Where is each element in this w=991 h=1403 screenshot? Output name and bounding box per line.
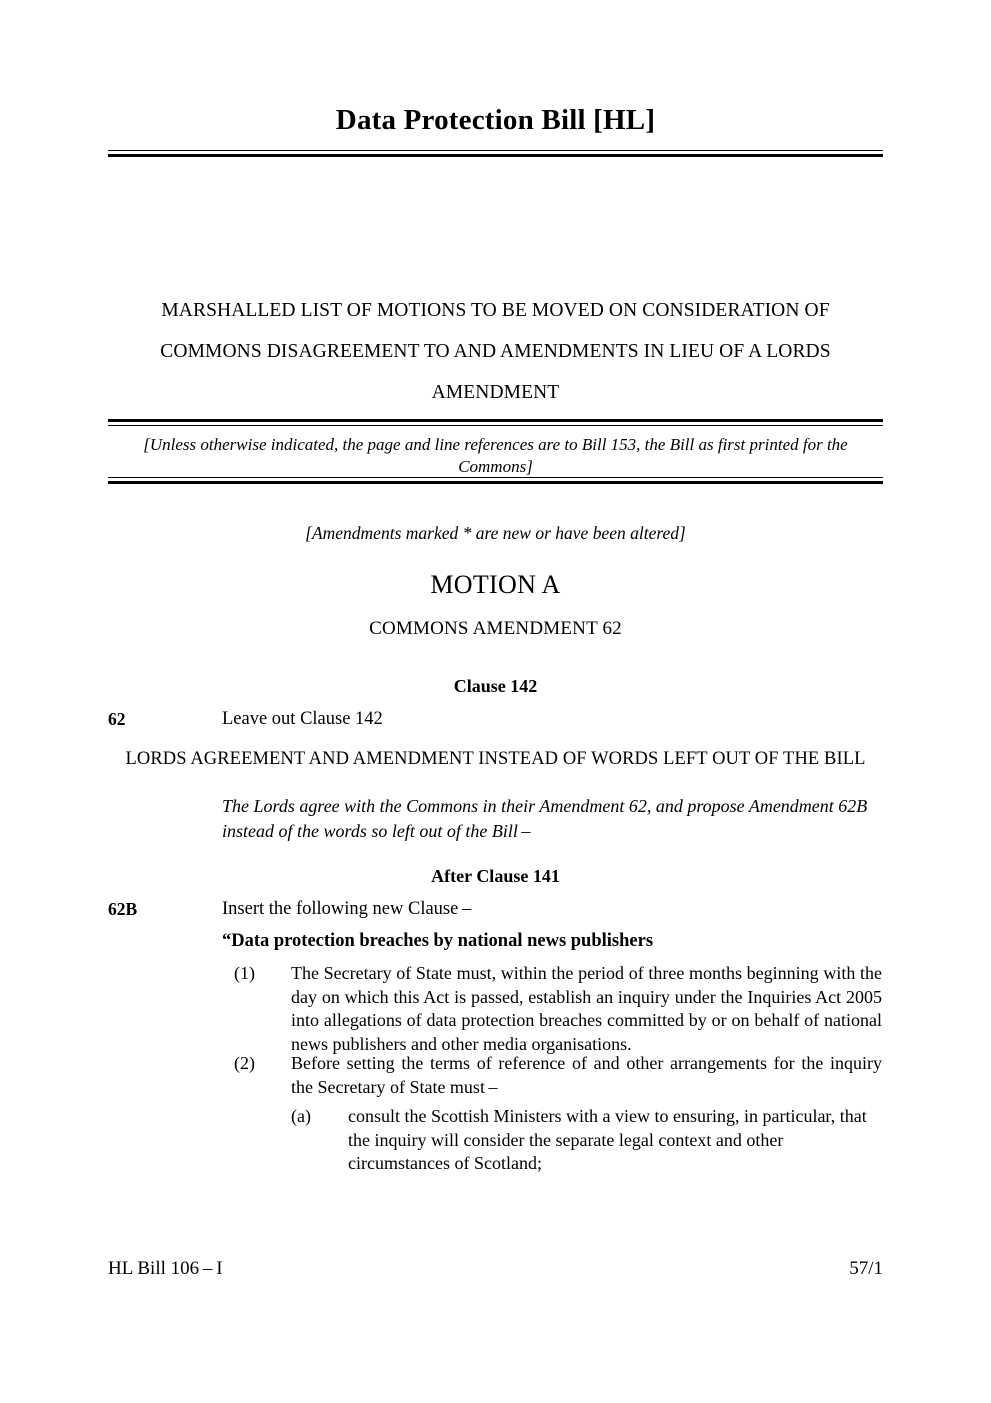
subclause-2-marker: (2)	[234, 1053, 255, 1073]
motion-title: MOTION A	[430, 570, 561, 599]
amendments-marked-note: [Amendments marked * are new or have been altered]	[305, 523, 686, 543]
page-number: 57/1	[849, 1258, 883, 1279]
reference-note: [Unless otherwise indicated, the page and line references are to Bill 153, the Bill as first printed for the Commons]	[143, 435, 848, 476]
title-divider	[108, 150, 883, 157]
after-clause-141-heading: After Clause 141	[431, 866, 560, 886]
amendment-62-number: 62	[108, 709, 126, 729]
divider-thick-line	[108, 154, 883, 157]
divider-thick-line	[108, 481, 883, 484]
subclause-2-item-a-text: consult the Scottish Ministers with a view to ensuring, in particular, that the inquiry will consider the separate legal context and other circumstances of Scotland;	[348, 1106, 867, 1173]
commons-amendment-label: COMMONS AMENDMENT 62	[369, 618, 622, 639]
subclause-2-item-a-marker: (a)	[291, 1106, 311, 1126]
lords-proposal-text: The Lords agree with the Commons in their Amendment 62, and propose Amendment 62B instead of the words so left out of the Bill –	[222, 796, 868, 841]
note-divider-bottom	[108, 477, 883, 484]
subclause-1-marker: (1)	[234, 963, 255, 983]
lords-agreement-heading: LORDS AGREEMENT AND AMENDMENT INSTEAD OF WORDS LEFT OUT OF THE BILL	[125, 749, 866, 769]
amendment-62b-text: Insert the following new Clause –	[222, 899, 472, 919]
subclause-2-text: Before setting the terms of reference of and other arrangements for the inquiry the Secretary of State must –	[291, 1053, 882, 1097]
note-divider-top	[108, 419, 883, 426]
amendment-62-text: Leave out Clause 142	[222, 709, 383, 729]
divider-thin-line	[108, 425, 883, 426]
bill-reference: HL Bill 106 – I	[108, 1258, 223, 1279]
clause-142-heading: Clause 142	[453, 676, 538, 696]
page-footer	[108, 1258, 883, 1280]
page-title: Data Protection Bill [HL]	[335, 104, 656, 136]
new-clause-title: “Data protection breaches by national news publishers	[222, 931, 654, 951]
subclause-1-text: The Secretary of State must, within the period of three months beginning with the day on which this Act is passed, establish an inquiry under the Inquiries Act 2005 into allegations of data protection breaches committed by or on behalf of national news publishers and other media organisations.	[291, 963, 882, 1054]
marshalled-list-heading: MARSHALLED LIST OF MOTIONS TO BE MOVED ON CONSIDERATION OF COMMONS DISAGREEMENT TO AND AMENDMENTS IN LIEU OF A LORDS AMENDMENT	[160, 300, 831, 403]
amendment-62b-number: 62B	[108, 899, 138, 919]
